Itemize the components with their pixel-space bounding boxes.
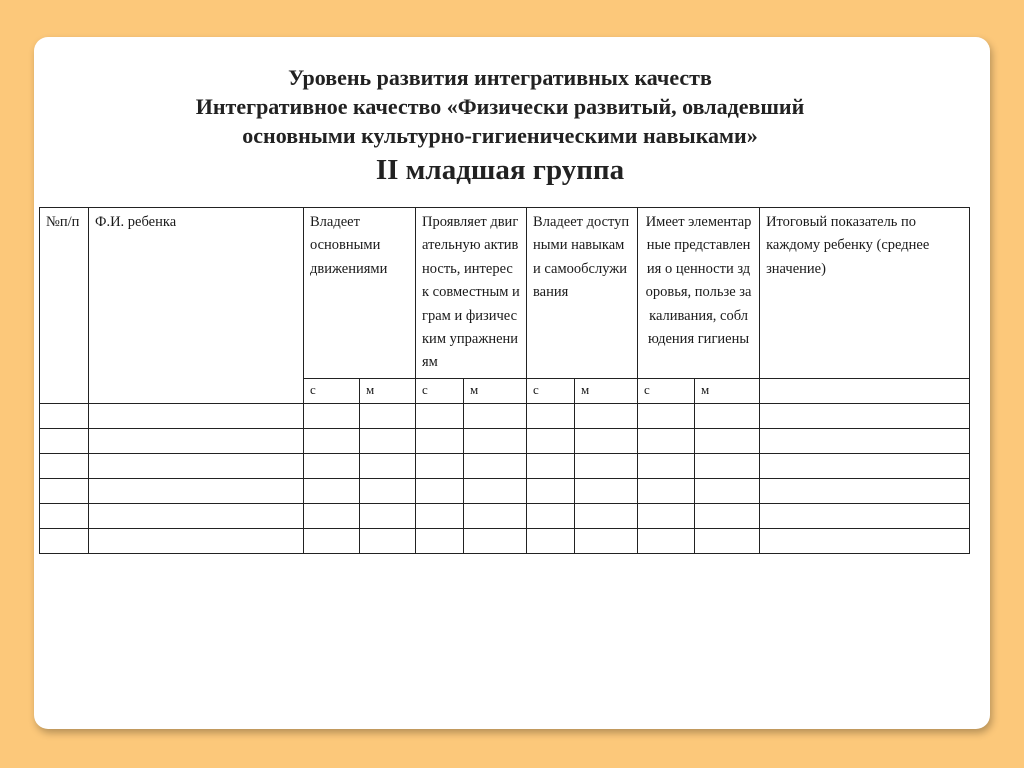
table-cell xyxy=(40,403,89,428)
table-cell xyxy=(760,403,970,428)
table-cell xyxy=(695,503,760,528)
table-cell xyxy=(527,428,575,453)
table-row xyxy=(40,453,970,478)
table-cell xyxy=(760,428,970,453)
sub-m: м xyxy=(695,378,760,403)
table-cell xyxy=(760,478,970,503)
sub-m: м xyxy=(464,378,527,403)
table-row xyxy=(40,528,970,553)
header-q3: Владеет доступными навыками самообслуживания xyxy=(527,208,638,379)
table-cell xyxy=(89,503,304,528)
table-cell xyxy=(416,478,464,503)
table-cell xyxy=(464,528,527,553)
title-line-3: основными культурно-гигиеническими навыками» xyxy=(242,123,758,148)
table-cell xyxy=(464,478,527,503)
table-cell xyxy=(360,528,416,553)
table-cell xyxy=(89,403,304,428)
slide xyxy=(34,37,990,729)
sub-total-empty xyxy=(760,378,970,403)
table-cell xyxy=(89,428,304,453)
table-row xyxy=(40,428,970,453)
table-cell xyxy=(89,528,304,553)
table-cell xyxy=(464,503,527,528)
table-cell xyxy=(638,403,695,428)
header-q1: Владеет основными движениями xyxy=(304,208,416,379)
header-name: Ф.И. ребенка xyxy=(89,208,304,404)
table-cell xyxy=(575,528,638,553)
table-cell xyxy=(527,478,575,503)
sub-c: с xyxy=(527,378,575,403)
sub-c: с xyxy=(304,378,360,403)
table-cell xyxy=(575,428,638,453)
table-cell xyxy=(695,478,760,503)
header-total: Итоговый показатель по каждому ребенку (среднее значение) xyxy=(760,208,970,379)
table-row xyxy=(40,478,970,503)
table-cell xyxy=(40,503,89,528)
table-cell xyxy=(416,528,464,553)
table-cell xyxy=(40,528,89,553)
table-cell xyxy=(464,403,527,428)
table-cell xyxy=(575,403,638,428)
table-cell xyxy=(304,403,360,428)
table-cell xyxy=(527,403,575,428)
table-cell xyxy=(416,428,464,453)
table-row xyxy=(40,403,970,428)
table-cell xyxy=(575,478,638,503)
table-cell xyxy=(695,403,760,428)
table-cell xyxy=(638,478,695,503)
table-cell xyxy=(575,503,638,528)
table-cell xyxy=(527,503,575,528)
sub-m: м xyxy=(360,378,416,403)
table-row xyxy=(40,503,970,528)
table-cell xyxy=(527,528,575,553)
empty-rows xyxy=(40,403,970,553)
table-cell xyxy=(760,528,970,553)
table-cell xyxy=(360,478,416,503)
assessment-table xyxy=(39,207,970,554)
table-cell xyxy=(416,503,464,528)
table-cell xyxy=(638,428,695,453)
table-cell xyxy=(638,528,695,553)
table-cell xyxy=(416,403,464,428)
table-cell xyxy=(89,453,304,478)
table-cell xyxy=(40,453,89,478)
sub-c: с xyxy=(638,378,695,403)
table-cell xyxy=(695,528,760,553)
header-q2: Проявляет двигательную активность, интерес к совместным играм и физическим упражнениям xyxy=(416,208,527,379)
table-cell xyxy=(760,503,970,528)
table-cell xyxy=(575,453,638,478)
table-cell xyxy=(360,503,416,528)
table-cell xyxy=(360,428,416,453)
table-cell xyxy=(638,503,695,528)
table-cell xyxy=(304,528,360,553)
table-cell xyxy=(464,453,527,478)
table-cell xyxy=(464,428,527,453)
table-cell xyxy=(760,453,970,478)
table-cell xyxy=(638,453,695,478)
table-cell xyxy=(416,453,464,478)
table-cell xyxy=(40,478,89,503)
table-cell xyxy=(695,453,760,478)
table-cell xyxy=(89,478,304,503)
header-num: №п/п xyxy=(40,208,89,404)
table-cell xyxy=(304,478,360,503)
table-cell xyxy=(40,428,89,453)
table-cell xyxy=(360,403,416,428)
table-cell xyxy=(304,428,360,453)
title-block xyxy=(34,63,966,188)
sub-c: с xyxy=(416,378,464,403)
group-title: II младшая группа xyxy=(375,154,625,186)
header-row xyxy=(40,208,970,379)
sub-m: м xyxy=(575,378,638,403)
table-cell xyxy=(304,503,360,528)
table-cell xyxy=(360,453,416,478)
header-q4: Имеет элементарные представления о ценности здоровья, пользе закаливания, соблюдения гигиены xyxy=(638,208,760,379)
table-cell xyxy=(304,453,360,478)
table-cell xyxy=(695,428,760,453)
table-cell xyxy=(527,453,575,478)
title-line-1: Уровень развития интегративных качеств xyxy=(288,65,712,90)
title-line-2: Интегративное качество «Физически развитый, овладевший xyxy=(195,94,805,119)
